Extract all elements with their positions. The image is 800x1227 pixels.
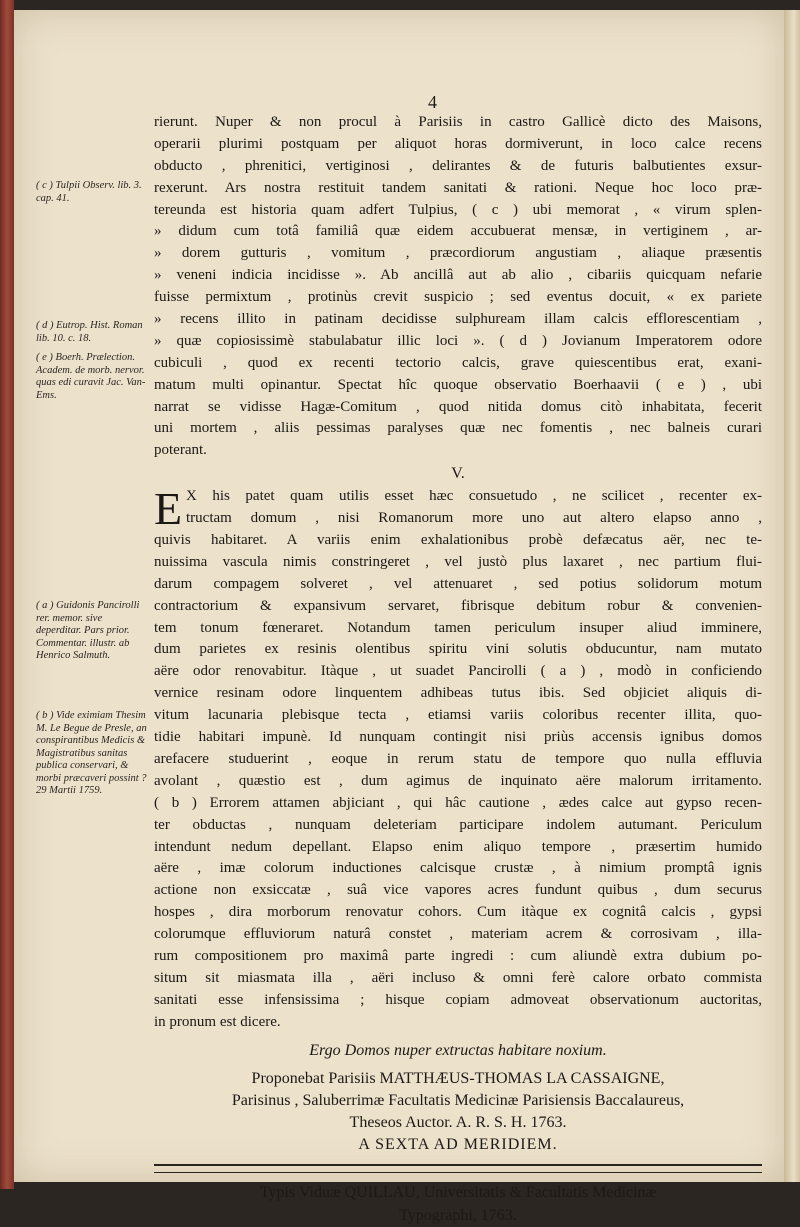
dropcap: E bbox=[154, 483, 183, 535]
text-line: cubiculi , quod ex recenti tectorio calcis, grave quiescentibus erat, exani- bbox=[154, 354, 762, 371]
section-heading: V. bbox=[451, 465, 465, 483]
text-line: avolant , quæstio est , dum agimus de inquinato aëre malorum irritamento. bbox=[154, 772, 762, 789]
text-line: » didum cum totâ familiâ quæ eidem accubuerat mensæ, in vertiginem , ar- bbox=[154, 223, 762, 240]
text-line: narrat se vidisse Hagæ-Comitum , quod nitida domus citò inhabitata, fecerit bbox=[154, 398, 762, 415]
text-line: aëre odor renovabitur. Itàque , ut suadet Pancirolli ( a ) , modò in conficiendo bbox=[154, 663, 762, 680]
section-two bbox=[154, 486, 762, 1033]
text-line: rexerunt. Ars nostra restituit tandem sanitati & rationi. Neque hoc loco præ- bbox=[154, 179, 762, 196]
text-line: vernice resinam odore linquentem adhibeas tutus ibis. Sed objiciet aliquis di- bbox=[154, 685, 762, 702]
margin-note-a: ( a ) Guidonis Pancirolli rer. memor. sive deperditar. Pars prior. Commentar. illustr. ab Henrico Salmuth. bbox=[36, 600, 140, 661]
text-line: operarii plurimi postquam per aliquot horas dormiverunt, in loco calce recens bbox=[154, 135, 762, 152]
book-binding bbox=[0, 0, 14, 1189]
text-line: rierunt. Nuper & non procul à Parisiis in castro Gallicè dicto des Maisons, bbox=[154, 114, 762, 130]
text-line: fuisse permixtum , protinùs crevit suspicio ; sed eventus docuit, « ex pariete bbox=[154, 289, 762, 306]
text-line: nuissima vascula nimis constringeret , vel justò plus laxaret , nec partium flui- bbox=[154, 553, 762, 570]
body-text bbox=[154, 112, 762, 1227]
printer-line: Typographi, 1763. bbox=[399, 1206, 517, 1224]
text-line: » dorem gutturis , vomitum , præcordiorum angustiam , aliaque præsentis bbox=[154, 245, 762, 262]
divider-rule bbox=[154, 1164, 762, 1173]
margin-note-d: ( d ) Eutrop. Hist. Roman lib. 10. c. 18. bbox=[36, 320, 143, 344]
text-line: dum parietes ex resinis olentibus spiritu vini solutis obducuntur, nam mutato bbox=[154, 641, 762, 658]
text-line: ter obductas , nunquam deleteriam participare indolem autumant. Periculum bbox=[154, 816, 762, 833]
text-line: quivis habitaret. A variis enim exhalationibus probè defæcatus aër, nec te- bbox=[154, 532, 762, 549]
text-line: tereunda est historia quam adfert Tulpius, ( c ) ubi memorat , « virum splen- bbox=[154, 201, 762, 218]
text-line: situm sit miasmata illa , aëri incluso & omni ferè calore orbato commista bbox=[154, 969, 762, 986]
text-line: darum compagem solveret , vel attenuaret , sed potius solidorum motum bbox=[154, 575, 762, 592]
text-line: rum compositionem pro maximâ parte ingredi : cum aliundè extra dubium po- bbox=[154, 947, 762, 964]
text-line: » recens illito in patinam decidisse sulphuream illam calcis efflorescentiam , bbox=[154, 311, 762, 328]
section-two-block bbox=[154, 483, 762, 1033]
text-line: contractorium & expansivum servaret, fibrisque debitum robur & convenien- bbox=[154, 597, 762, 614]
text-line: obducto , phrenitici, vertiginosi , delirantes & de futuris balbutientes exsur- bbox=[154, 157, 762, 174]
text-line: hospes , dira morborum renovatur cohors. Cum itàque ex cognitâ calcis , gypsi bbox=[154, 904, 762, 921]
imprint-line: Proponebat Parisiis MATTHÆUS-THOMAS LA CASSAIGNE, bbox=[251, 1069, 665, 1087]
text-line: arefacere studuerint , eoque in rerum statu de tempore quo nulla effluvia bbox=[154, 750, 762, 767]
text-line: actione non exsiccatæ , suâ vice vapores acres fundunt quibus , dum securus bbox=[154, 882, 762, 899]
text-line: intendunt nedum depellant. Elapso enim aliquo tempore , præsertim humido bbox=[154, 838, 762, 855]
text-line: ( b ) Errorem attamen abjiciant , qui hâc cautione , ædes calce aut gypso recen- bbox=[154, 794, 762, 811]
text-line: » veneni indicia incidisse ». Ab ancillâ aut ab alio , cibariis quicquam nefarie bbox=[154, 267, 762, 284]
text-line: X his patet quam utilis esset hæc consuetudo , ne scilicet , recenter ex- bbox=[186, 488, 762, 505]
page-edge bbox=[784, 10, 800, 1182]
text-line: in pronum est dicere. bbox=[154, 1013, 281, 1030]
printer-line: Typis Viduæ QUILLAU, Universitatis & Facultatis Medicinæ bbox=[259, 1183, 657, 1201]
page-number: 4 bbox=[428, 92, 437, 112]
imprint-line: Parisinus , Saluberrimæ Facultatis Medicinæ Parisiensis Baccalaureus, bbox=[231, 1091, 685, 1109]
text-line: aëre , imæ colorum inductiones calcisque crustæ , à nimium promptâ ignis bbox=[154, 860, 762, 877]
imprint-line: Theseos Auctor. A. R. S. H. 1763. bbox=[349, 1113, 567, 1131]
text-line: matum multi opinantur. Spectat hîc quoque observatio Boerhaavii ( e ) , ubi bbox=[154, 376, 762, 393]
margin-note-b: ( b ) Vide eximiam Thesim M. Le Begue de Presle, an conspirantibus Medicis & Magistratibus sanitas publica conservari, & morbi præcaveri possint ? 29 Martii 1759. bbox=[36, 710, 147, 796]
text-line: vitum lacunaria plebisque tecta , etiamsi variis coloribus recenter illita, quo- bbox=[154, 707, 762, 724]
section-one bbox=[154, 112, 762, 462]
printer-imprint bbox=[154, 1181, 762, 1227]
imprint-line: A SEXTA AD MERIDIEM. bbox=[358, 1135, 558, 1153]
text-line: » quæ copiosissimè stabulabatur illic loci ». ( d ) Jovianum Imperatorem odore bbox=[154, 332, 762, 349]
margin-note-c: ( c ) Tulpii Observ. lib. 3. cap. 41. bbox=[36, 180, 142, 204]
text-line: uni mortem , aliis pessimas paralyses quæ nec fomentis , nec balneis curari bbox=[154, 420, 762, 437]
margin-note-e: ( e ) Boerh. Prælection. Academ. de morb. nervor. quas edi curavit Jac. Van-Ems. bbox=[36, 352, 146, 401]
text-line: sanitati esse infensissima ; hisque copiam admoveat observationum auctoritas, bbox=[154, 991, 762, 1008]
imprint bbox=[154, 1068, 762, 1156]
conclusion: Ergo Domos nuper extructas habitare noxium. bbox=[309, 1041, 607, 1059]
text-line: tem tonum fœneraret. Notandum tamen periculum insuper aliud imminere, bbox=[154, 619, 762, 636]
text-line: tructam domum , nisi Romanorum more uno aut altero elapso anno , bbox=[186, 510, 762, 527]
text-line: poterant. bbox=[154, 442, 207, 459]
text-line: tidie habitari impunè. Id nunquam contingit nisi priùs accensis ignibus domos bbox=[154, 729, 762, 746]
text-line: colorumque effluviorum naturâ constet , materiam acrem & corrosivam , illa- bbox=[154, 926, 762, 943]
